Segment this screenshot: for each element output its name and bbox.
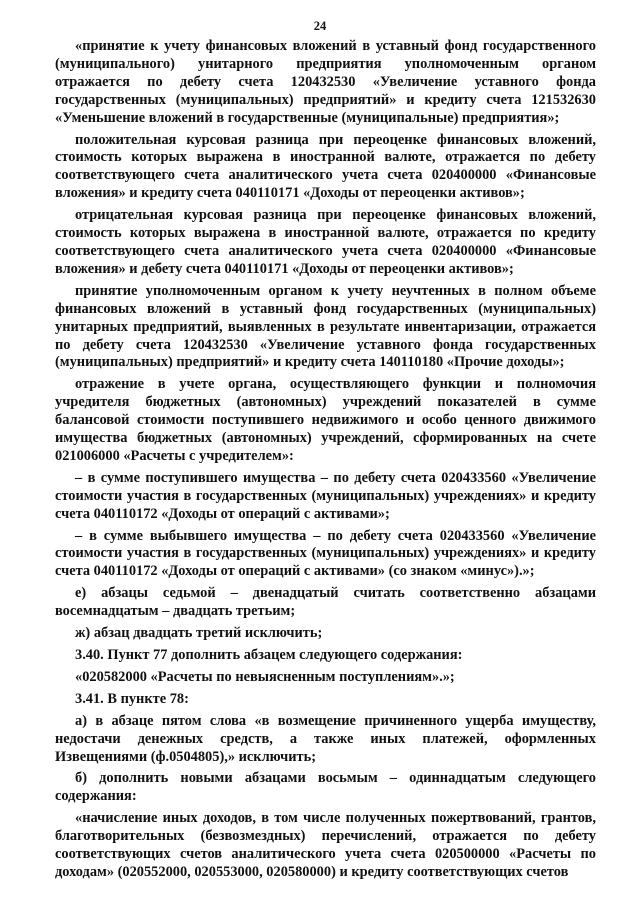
paragraph: е) абзацы седьмой – двенадцатый считать соответственно абзацами восемнадцатым – двадцать третьим; (55, 585, 596, 620)
paragraph: – в сумме выбывшего имущества – по дебету счета 020433560 «Увеличение стоимости участия в государственных (муниципальных) учреждениях» и кредиту счета 040110172 «Доходы от операций с активами» (со знаком «минус»).»; (55, 527, 596, 580)
page-number: 24 (313, 19, 327, 33)
paragraph: а) в абзаце пятом слова «в возмещение причиненного ущерба имуществу, недостачи денежных средств, а также иных платежей, оформленных Извещениями (ф.0504805),» исключить; (55, 712, 596, 765)
paragraph: – в сумме поступившего имущества – по дебету счета 020433560 «Увеличение стоимости участия в государственных (муниципальных) учреждениях» и кредиту счета 040110172 «Доходы от операций с активами»; (55, 469, 596, 522)
paragraph: б) дополнить новыми абзацами восьмым – одиннадцатым следующего содержания: (55, 770, 596, 805)
paragraph: «начисление иных доходов, в том числе полученных пожертвований, грантов, благотворительных (безвозмездных) перечислений, отражается по дебету соответствующих счетов аналитического учета счета 020500000 «Расчеты по доходам» (020552000, 020553000, 020580000) и кредиту соответствующих счетов (55, 810, 596, 880)
paragraph: «принятие к учету финансовых вложений в уставный фонд государственного (муниципального) унитарного предприятия уполномоченным органом отражается по дебету счета 120432530 «Увеличение уставного фонда государственных (муниципальных) предприятий» и кредиту счета 121532630 «Уменьшение вложений в государственные (муниципальные) предприятия»; (55, 38, 596, 126)
paragraph: отрицательная курсовая разница при переоценке финансовых вложений, стоимость которых выражена в иностранной валюте, отражается по кредиту соответствующего счета аналитического учета счета 020400000 «Финансовые вложения» и дебету счета 040110171 «Доходы от переоценки активов»; (55, 207, 596, 277)
paragraph: ж) абзац двадцать третий исключить; (75, 625, 323, 642)
paragraph: 3.41. В пункте 78: (75, 690, 189, 707)
paragraph: 3.40. Пункт 77 дополнить абзацем следующего содержания: (75, 647, 463, 663)
paragraph: «020582000 «Расчеты по невыясненным поступлениям».»; (75, 668, 455, 685)
paragraph: отражение в учете органа, осуществляющего функции и полномочия учредителя бюджетных (автономных) учреждений показателей в сумме балансовой стоимости поступившего недвижимого и особо ценного движимого имущества бюджетных (автономных) учреждений, сформированных на счете 021006000 «Расчеты с учредителем»: (55, 376, 596, 464)
paragraph: принятие уполномоченным органом к учету неучтенных в полном объеме финансовых вложений в уставный фонд государственных (муниципальных) унитарных предприятий, выявленных в результате инвентаризации, отражается по дебету счета 120432530 «Увеличение уставного фонда государственных (муниципальных) предприятий» и кредиту счета 140110180 «Прочие доходы»; (55, 282, 596, 371)
paragraph: положительная курсовая разница при переоценке финансовых вложений, стоимость которых выражена в иностранной валюте, отражается по дебету соответствующего счета аналитического учета счета 020400000 «Финансовые вложения» и кредиту счета 040110171 «Доходы от переоценки активов»; (55, 131, 596, 202)
document-body (55, 38, 596, 882)
